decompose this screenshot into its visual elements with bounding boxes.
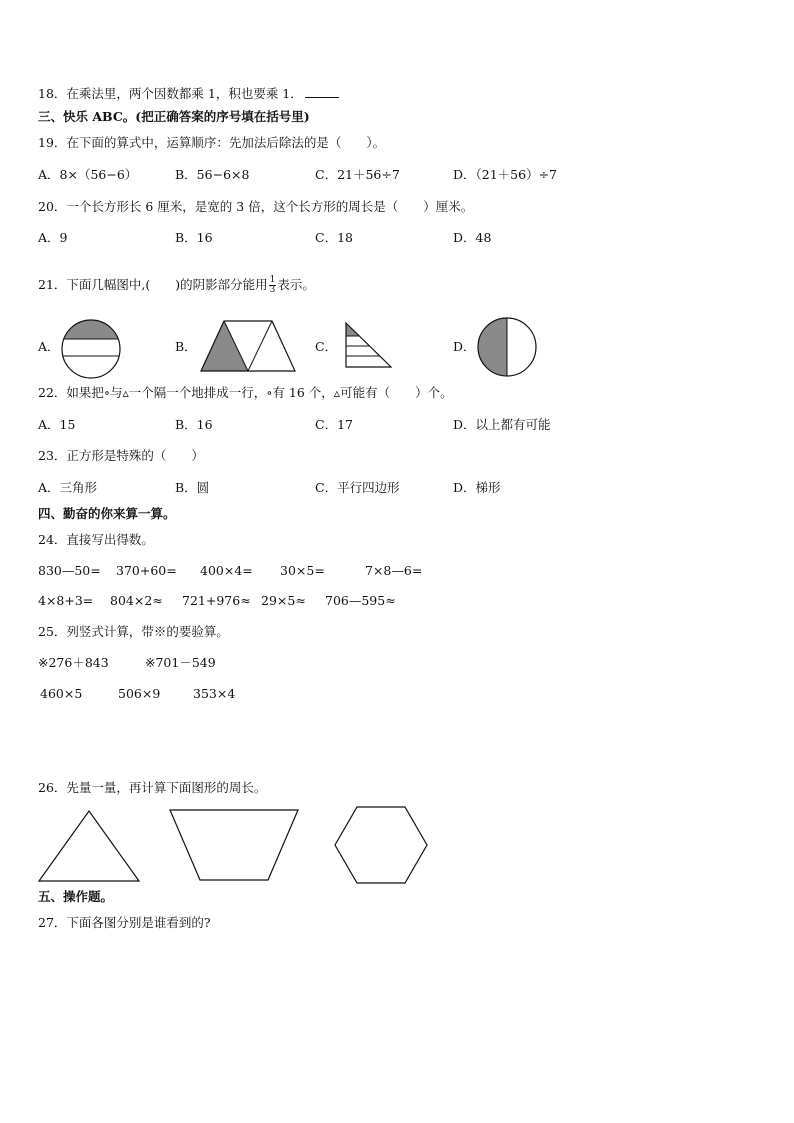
q22-option-b[interactable]: B．16 [175, 417, 213, 432]
figure-d-shaded-part [478, 318, 507, 376]
q24-item[interactable]: 721+976≈ [182, 593, 251, 608]
q22-option-d[interactable]: D．以上都有可能 [453, 417, 551, 432]
q19-option-a[interactable]: A．8×（56−6） [38, 167, 138, 182]
q24-item[interactable]: 804×2≈ [110, 593, 163, 608]
q23-option-c[interactable]: C．平行四边形 [315, 480, 400, 495]
q20-option-c[interactable]: C．18 [315, 230, 353, 245]
question-24-stem: 24．直接写出得数。 [38, 532, 154, 547]
q21-stem-post: 表示。 [277, 277, 315, 292]
figure-b-shaded-part [201, 321, 248, 371]
section-4-title: 四、勤奋的你来算一算。 [38, 506, 176, 521]
section-3-title: 三、快乐 ABC。(把正确答案的序号填在括号里) [38, 109, 310, 124]
question-18-text: 18．在乘法里，两个因数都乘 1，积也要乘 1． [38, 86, 303, 101]
fraction-denominator: 3 [269, 285, 276, 295]
question-25-stem: 25．列竖式计算，带※的要验算。 [38, 624, 229, 639]
q21-stem-pre: 21．下面几幅图中,( )的阴影部分能用 [38, 277, 268, 292]
q24-item[interactable]: 400×4= [200, 563, 253, 578]
q25-item[interactable]: ※276＋843 [38, 655, 109, 670]
q25-item[interactable]: ※701－549 [145, 655, 216, 670]
q19-option-c[interactable]: C．21＋56÷7 [315, 167, 400, 182]
figure-c-triangle [345, 322, 393, 368]
fraction-numerator: 1 [269, 275, 276, 285]
q24-item[interactable]: 7×8—6= [365, 563, 423, 578]
question-19-stem: 19．在下面的算式中，运算顺序：先加法后除法的是（ ）。 [38, 135, 386, 150]
figure-b-trapezoid [200, 320, 296, 372]
question-21-stem [38, 276, 315, 295]
q20-option-a[interactable]: A．9 [38, 230, 68, 245]
hexagon-shape [334, 806, 428, 884]
q22-option-a[interactable]: A．15 [38, 417, 76, 432]
q23-option-a[interactable]: A．三角形 [38, 480, 98, 495]
q25-item[interactable]: 353×4 [193, 686, 236, 701]
triangle-shape [38, 810, 140, 882]
q24-item[interactable]: 29×5≈ [261, 593, 306, 608]
q21-label-b[interactable]: B． [175, 339, 197, 354]
question-20-stem: 20．一个长方形长 6 厘米，是宽的 3 倍，这个长方形的周长是（ ）厘米。 [38, 199, 474, 214]
question-27-stem: 27．下面各图分别是谁看到的? [38, 915, 211, 930]
q25-item[interactable]: 506×9 [118, 686, 161, 701]
trapezoid-shape [169, 809, 299, 881]
question-22-stem: 22．如果把∘与▵一个隔一个地排成一行，∘有 16 个，▵可能有（ ）个。 [38, 385, 453, 400]
section-5-title: 五、操作题。 [38, 889, 114, 904]
q24-item[interactable]: 706—595≈ [325, 593, 396, 608]
q24-item[interactable]: 830—50= [38, 563, 101, 578]
fraction-one-third [269, 276, 277, 295]
q19-option-b[interactable]: B．56−6×8 [175, 167, 250, 182]
q23-option-d[interactable]: D．梯形 [453, 480, 501, 495]
q24-item[interactable]: 370+60= [116, 563, 177, 578]
q22-option-c[interactable]: C．17 [315, 417, 353, 432]
question-26-stem: 26．先量一量，再计算下面图形的周长。 [38, 780, 267, 795]
q23-option-b[interactable]: B．圆 [175, 480, 210, 495]
q20-option-b[interactable]: B．16 [175, 230, 213, 245]
q19-option-d[interactable]: D．（21＋56）÷7 [453, 167, 558, 182]
figure-a-shaded-part [60, 318, 122, 339]
question-23-stem: 23．正方形是特殊的（ ） [38, 448, 204, 463]
answer-blank[interactable] [305, 86, 339, 98]
q25-item[interactable]: 460×5 [40, 686, 83, 701]
figure-a-circle [60, 318, 122, 380]
q24-item[interactable]: 30×5= [280, 563, 325, 578]
q21-label-c[interactable]: C． [315, 339, 338, 354]
q24-item[interactable]: 4×8+3= [38, 593, 94, 608]
figure-d-circle [476, 316, 538, 378]
question-18 [38, 86, 339, 102]
q20-option-d[interactable]: D．48 [453, 230, 492, 245]
q21-label-d[interactable]: D． [453, 339, 476, 354]
q21-label-a[interactable]: A． [38, 339, 60, 354]
